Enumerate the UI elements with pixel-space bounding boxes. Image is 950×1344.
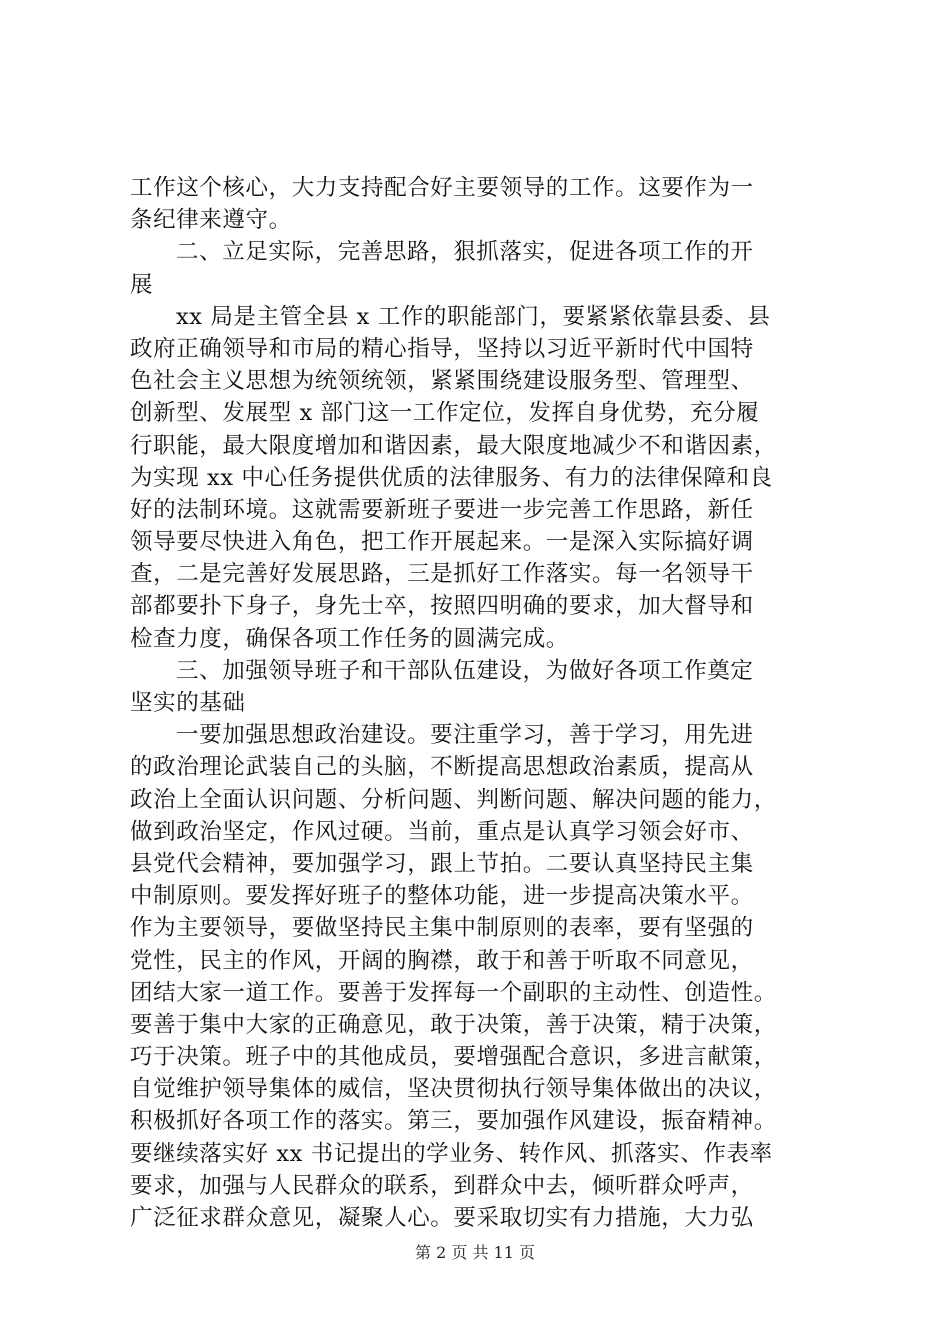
text-line: 三、加强领导班子和干部队伍建设，为做好各项工作奠定 xyxy=(176,657,754,684)
text-line: 行职能，最大限度增加和谐因素，最大限度地减少不和谐因素， xyxy=(130,432,777,459)
text-line: 做到政治坚定，作风过硬。当前，重点是认真学习领会好市、 xyxy=(130,818,754,845)
text-line: 色社会主义思想为统领统领，紧紧围绕建设服务型、管理型、 xyxy=(130,368,754,395)
text-line: 团结大家一道工作。要善于发挥每一个副职的主动性、创造性。 xyxy=(130,979,777,1006)
text-line: 要求，加强与人民群众的联系，到群众中去，倾听群众呼声， xyxy=(130,1172,754,1199)
text-line: 巧于决策。班子中的其他成员，要增强配合意识，多进言献策， xyxy=(130,1044,777,1071)
text-line: 党性，民主的作风，开阔的胸襟，敢于和善于听取不同意见， xyxy=(130,947,754,974)
text-line: 中制原则。要发挥好班子的整体功能，进一步提高决策水平。 xyxy=(130,883,754,910)
text-line: 政府正确领导和市局的精心指导，坚持以习近平新时代中国特 xyxy=(130,335,754,362)
text-line: 条纪律来遵守。 xyxy=(130,207,292,234)
text-line: 检查力度，确保各项工作任务的圆满完成。 xyxy=(130,625,569,652)
text-line: 的政治理论武装自己的头脑，不断提高思想政治素质，提高从 xyxy=(130,754,754,781)
text-line: 县党代会精神，要加强学习，跟上节拍。二要认真坚持民主集 xyxy=(130,850,754,877)
page-number-footer: 第 2 页 共 11 页 xyxy=(415,1243,535,1262)
text-line: 好的法制环境。这就需要新班子要进一步完善工作思路，新任 xyxy=(130,496,754,523)
text-line: 创新型、发展型 x 部门这一工作定位，发挥自身优势，充分履 xyxy=(130,400,760,427)
text-line: 要继续落实好 xx 书记提出的学业务、转作风、抓落实、作表率 xyxy=(130,1140,773,1167)
text-line: 一要加强思想政治建设。要注重学习，善于学习，用先进 xyxy=(176,722,754,749)
text-line: 政治上全面认识问题、分析问题、判断问题、解决问题的能力， xyxy=(130,786,777,813)
text-line: 领导要尽快进入角色，把工作开展起来。一是深入实际搞好调 xyxy=(130,529,754,556)
text-line: xx 局是主管全县 x 工作的职能部门，要紧紧依靠县委、县 xyxy=(176,303,771,330)
document-body xyxy=(130,172,830,1234)
text-line: 自觉维护领导集体的威信，坚决贯彻执行领导集体做出的决议， xyxy=(130,1076,777,1103)
text-line: 查，二是完善好发展思路，三是抓好工作落实。每一名领导干 xyxy=(130,561,754,588)
text-line: 展 xyxy=(130,271,154,298)
text-line: 作为主要领导，要做坚持民主集中制原则的表率，要有坚强的 xyxy=(130,915,754,942)
text-line: 为实现 xx 中心任务提供优质的法律服务、有力的法律保障和良 xyxy=(130,464,773,491)
text-line: 要善于集中大家的正确意见，敢于决策，善于决策，精于决策， xyxy=(130,1011,777,1038)
text-line: 二、立足实际，完善思路，狠抓落实，促进各项工作的开 xyxy=(176,239,754,266)
text-line: 广泛征求群众意见，凝聚人心。要采取切实有力措施，大力弘 xyxy=(130,1205,754,1231)
text-line: 坚实的基础 xyxy=(130,690,246,716)
text-line: 积极抓好各项工作的落实。第三，要加强作风建设，振奋精神。 xyxy=(130,1108,777,1135)
text-line: 部都要扑下身子，身先士卒，按照四明确的要求，加大督导和 xyxy=(130,593,754,620)
text-line: 工作这个核心，大力支持配合好主要领导的工作。这要作为一 xyxy=(130,175,754,201)
